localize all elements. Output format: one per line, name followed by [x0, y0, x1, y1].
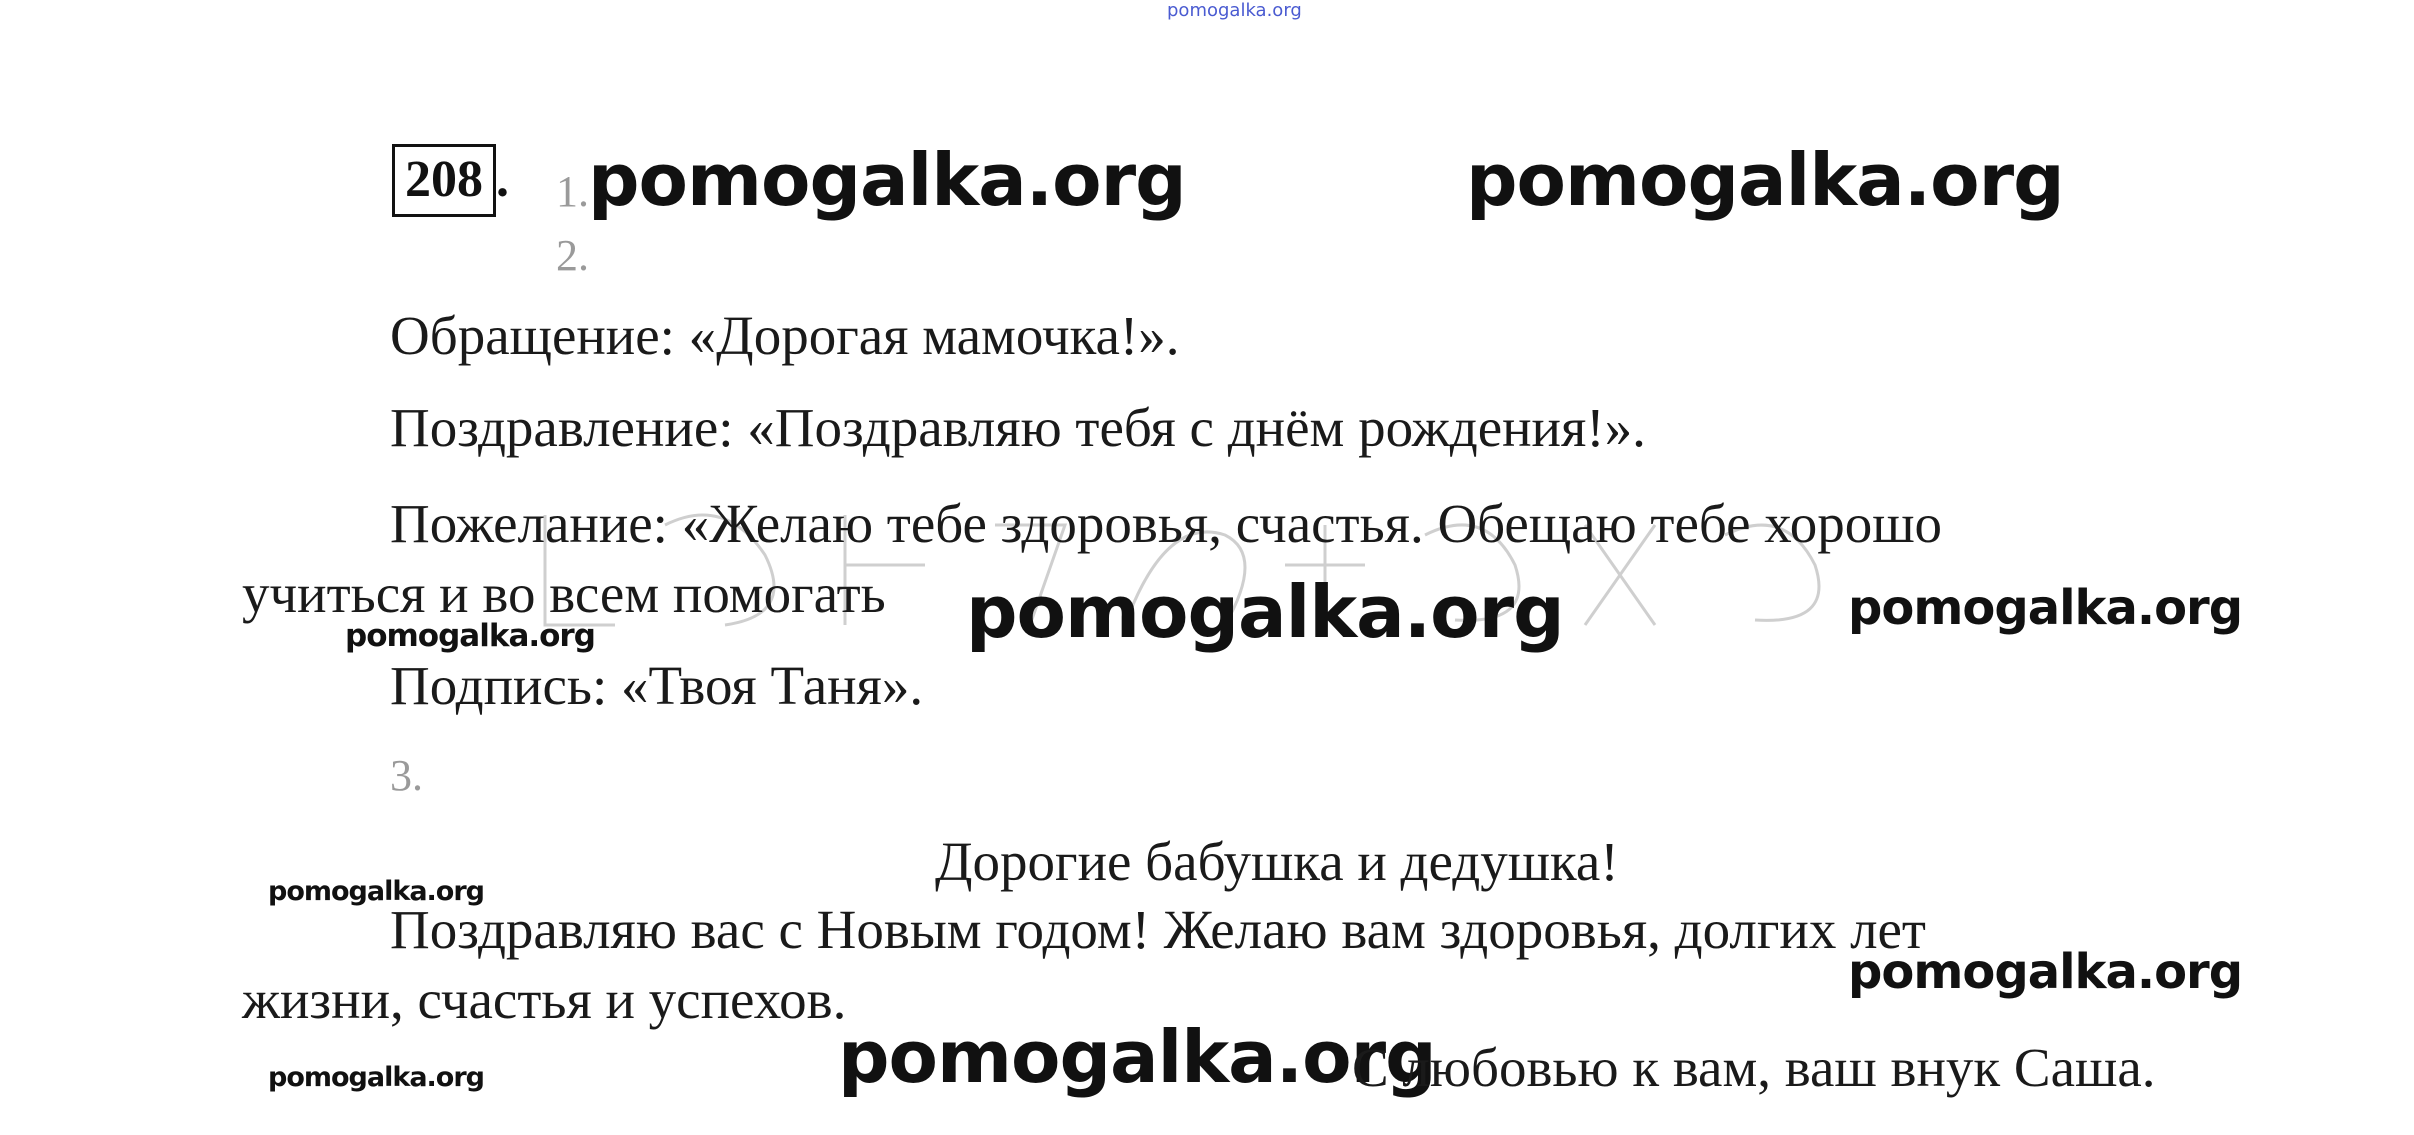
wish-line-1: Пожелание: «Желаю тебе здоровья, счастья. Обещаю тебе хорошо [390, 493, 1943, 554]
top-watermark: pomogalka.org [1167, 0, 1302, 21]
exercise-number-box: 208 [392, 144, 496, 217]
wish-line-2: учиться и во всем помогать [242, 563, 886, 624]
watermark: pomogalka.org [966, 570, 1564, 654]
watermark: pomogalka.org [1848, 944, 2243, 1000]
letter-body-line-1: Поздравляю вас с Новым годом! Желаю вам здоровья, долгих лет [390, 899, 1926, 960]
letter-salutation: Дорогие бабушка и дедушка! [935, 831, 1619, 892]
greeting-line: Поздравление: «Поздравляю тебя с днём рождения!». [390, 397, 1646, 458]
step-1-label: 1. [556, 167, 589, 216]
letter-body-line-2: жизни, счастья и успехов. [242, 969, 847, 1030]
letter-closing: С любовью к вам, ваш внук Саша. [1352, 1037, 2156, 1098]
watermark: pomogalka.org [345, 618, 595, 654]
watermark: pomogalka.org [268, 1062, 484, 1093]
watermark: pomogalka.org [838, 1015, 1436, 1099]
signature-line: Подпись: «Твоя Таня». [390, 655, 924, 716]
exercise-number [392, 150, 509, 209]
exercise-number-dot: . [496, 151, 509, 208]
watermark: pomogalka.org [1466, 138, 2064, 222]
watermark: pomogalka.org [588, 138, 1186, 222]
watermark: pomogalka.org [268, 876, 484, 907]
step-2-label: 2. [556, 231, 589, 280]
watermark: pomogalka.org [1848, 580, 2243, 636]
step-3-label: 3. [390, 751, 423, 800]
address-line: Обращение: «Дорогая мамочка!». [390, 305, 1180, 366]
